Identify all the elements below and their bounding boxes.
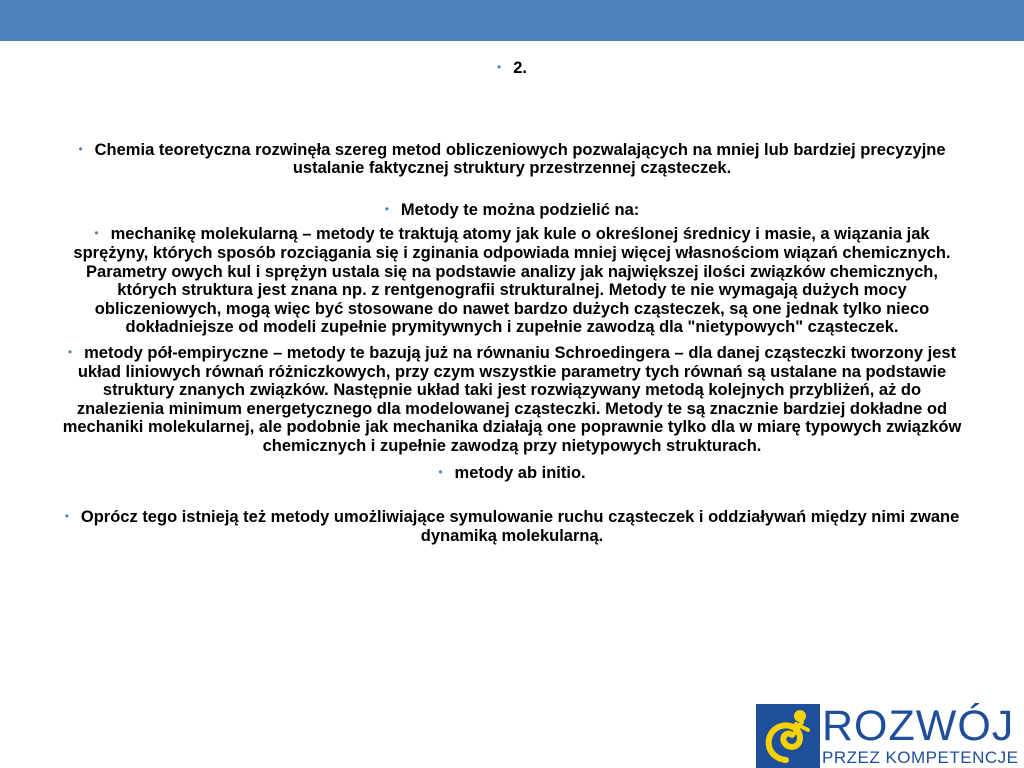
divide-intro-text: Metody te można podzielić na: (400, 200, 640, 219)
method-item-semi-empirical (60, 343, 964, 456)
bullet-icon: • (94, 226, 99, 241)
logo-subtitle: PRZEZ KOMPETENCJE (822, 748, 1019, 767)
method-text: metody pół-empiryczne – metody te bazują już na równaniu Schroedingera – dla danej cząsteczki tworzony jest układ liniowych równań różniczkowych, przy czym wszystkie parametry tych równań są ustalane na podstawie struktury znanych związków. Następnie układ taki jest rozwiązywany metodą kolejnych przybliżeń, aż do znalezienia minimum energetycznego dla modelowanej cząsteczki. Metody te są znacznie bardziej dokładne od mechaniki molekularnej, ale podobnie jak mechanika działają one poprawnie tylko dla w miarę typowych związków chemicznych i zupełnie zawodzą przy nietypowych strukturach. (62, 343, 962, 455)
method-text: metody ab initio. (454, 463, 586, 482)
bullet-icon: • (67, 344, 73, 359)
slide-content (60, 48, 964, 545)
divide-intro-item (60, 200, 964, 220)
rozwoj-logo (756, 704, 1024, 768)
bullet-icon: • (438, 464, 443, 479)
logo-title: ROZWÓJ (822, 702, 1015, 750)
method-item-molecular-mechanics (60, 224, 964, 337)
bullet-icon: • (384, 201, 389, 216)
slide-heading-item (60, 58, 964, 78)
method-text: mechanikę molekularną – metody te traktują atomy jak kule o określonej średnicy i masie, a wiązania jak sprężyny, których sposób rozciągania się i zginania odpowiada mniej więcej własnościom wiązań chemicznych. Parametry owych kul i sprężyn ustala się na podstawie analizy jak największej ilości związków chemicznych, których struktura jest znana np. z rentgenografii strukturalnej. Metody te nie wymagają dużych mocy obliczeniowych, mogą więc być stosowane do nawet bardzo dużych cząsteczek, są one jednak tylko nieco dokładniejsze od modeli zupełnie prymitywnych i zupełnie zawodzą dla "nietypowych" cząsteczek. (73, 225, 951, 337)
method-item-ab-initio (60, 463, 964, 483)
extra-item (60, 507, 964, 545)
figure-logo-icon (756, 704, 820, 768)
extra-text: Oprócz tego istnieją też metody umożliwiające symulowanie ruchu cząsteczek i oddziaływań między nimi zwane dynamiką molekularną. (80, 508, 960, 545)
slide-heading: 2. (513, 59, 527, 77)
intro-text: Chemia teoretyczna rozwinęła szereg metod obliczeniowych pozwalających na mniej lub bardziej precyzyjne ustalanie faktycznej struktury przestrzennej cząsteczek. (94, 140, 946, 178)
bullet-icon: • (64, 509, 69, 524)
bullet-icon: • (497, 60, 502, 74)
bullet-icon: • (78, 141, 83, 156)
intro-item (60, 140, 964, 178)
top-bar (0, 0, 1024, 41)
